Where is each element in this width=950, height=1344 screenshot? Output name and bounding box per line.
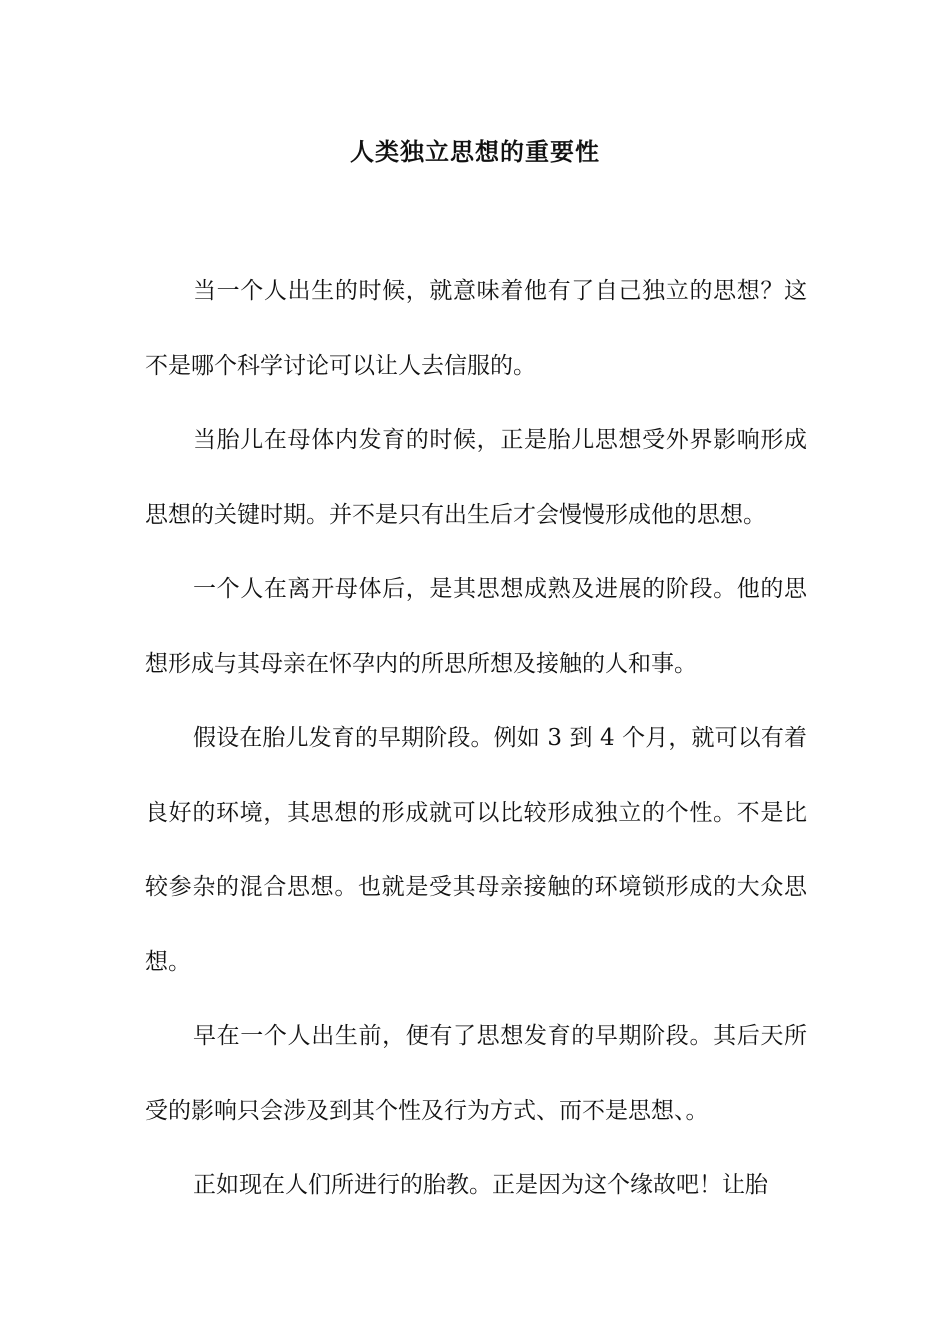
paragraph-4: 假设在胎儿发育的早期阶段。例如 3 到 4 个月，就可以有着良好的环境，其思想的形成就可以比较形成独立的个性。不是比较参杂的混合思想。也就是受其母亲接触的环境锁形成的大众思想。 bbox=[145, 725, 807, 975]
paragraph-5: 早在一个人出生前，便有了思想发育的早期阶段。其后天所受的影响只会涉及到其个性及行为方式、而不是思想、。 bbox=[145, 1023, 807, 1124]
paragraph-1: 当一个人出生的时候，就意味着他有了自己独立的思想？这不是哪个科学讨论可以让人去信服的。 bbox=[145, 278, 807, 379]
document-title: 人类独立思想的重要性 bbox=[350, 137, 600, 166]
document-body bbox=[145, 254, 807, 1223]
paragraph-3: 一个人在离开母体后，是其思想成熟及进展的阶段。他的思想形成与其母亲在怀孕内的所思所想及接触的人和事。 bbox=[145, 576, 807, 677]
paragraph-2: 当胎儿在母体内发育的时候，正是胎儿思想受外界影响形成思想的关键时期。并不是只有出生后才会慢慢形成他的思想。 bbox=[145, 427, 807, 528]
paragraph-6: 正如现在人们所进行的胎教。正是因为这个缘故吧！让胎 bbox=[193, 1172, 768, 1198]
